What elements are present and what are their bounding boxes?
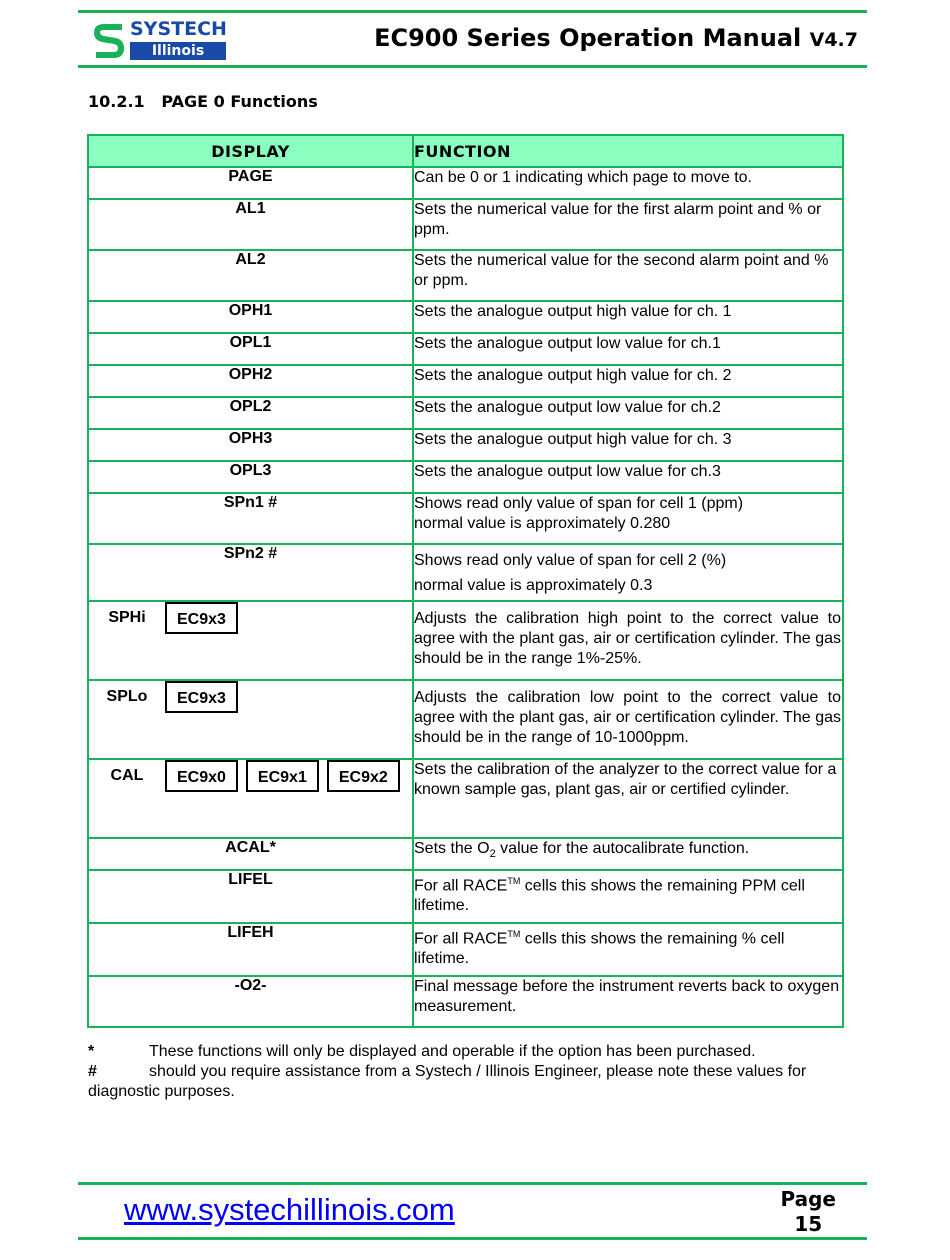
table-row: [88, 429, 843, 461]
display-cell: OPL2: [88, 397, 413, 429]
footer-rule-bottom: [78, 1237, 867, 1240]
manual-title: [374, 24, 858, 52]
function-cell: Sets the analogue output high value for ch. 1: [413, 301, 843, 333]
display-cell: OPH2: [88, 365, 413, 397]
column-header-display: DISPLAY: [88, 135, 413, 167]
display-cell: [88, 680, 413, 759]
function-cell: Sets the analogue output high value for ch. 2: [413, 365, 843, 397]
table-row: [88, 680, 843, 759]
footnote-text: should you require assistance from a Systech / Illinois Engineer, please note these values for: [149, 1063, 807, 1080]
company-logo: [92, 18, 228, 62]
display-cell: [88, 759, 413, 838]
footnote: [88, 1042, 858, 1062]
display-cell: OPH1: [88, 301, 413, 333]
function-cell: Adjusts the calibration low point to the correct value to agree with the plant gas, air or certification cylinder. The gas should be in the range of 10-1000ppm.: [413, 680, 843, 759]
page-label: Page: [780, 1187, 836, 1211]
model-box: EC9x1: [246, 760, 319, 792]
footnote-mark: *: [88, 1043, 95, 1060]
display-cell: LIFEH: [88, 923, 413, 976]
function-line: normal value is approximately 0.280: [414, 515, 671, 532]
table-row: [88, 976, 843, 1027]
table-row: [88, 397, 843, 429]
function-text: For all RACE: [414, 930, 508, 948]
display-cell: OPL3: [88, 461, 413, 493]
trademark-mark: TM: [507, 876, 521, 886]
function-cell: Adjusts the calibration high point to the correct value to agree with the plant gas, air or certification cylinder. The gas should be in the range 1%-25%.: [413, 601, 843, 680]
header-rule-bottom: [78, 65, 867, 68]
table-row: [88, 461, 843, 493]
table-row: [88, 301, 843, 333]
function-text: cells this shows the remaining % cell lifetime.: [414, 930, 785, 968]
display-cell: PAGE: [88, 167, 413, 199]
function-cell: Sets the numerical value for the first alarm point and % or ppm.: [413, 199, 843, 250]
model-box: EC9x2: [327, 760, 400, 792]
function-text: For all RACE: [414, 877, 508, 895]
display-cell: LIFEL: [88, 870, 413, 923]
display-cell: OPL1: [88, 333, 413, 365]
display-cell: SPn2 #: [88, 544, 413, 601]
footer-rule-top: [78, 1182, 867, 1185]
display-cell: -O2-: [88, 976, 413, 1027]
function-cell: Final message before the instrument reverts back to oxygen measurement.: [413, 976, 843, 1027]
manual-title-text: EC900 Series Operation Manual: [374, 24, 802, 52]
website-link[interactable]: www.systechillinois.com: [124, 1192, 455, 1227]
model-box: EC9x3: [165, 681, 238, 713]
model-box: EC9x3: [165, 602, 238, 634]
function-cell: Sets the numerical value for the second alarm point and % or ppm.: [413, 250, 843, 301]
table-row: [88, 838, 843, 870]
function-cell: [413, 544, 843, 601]
function-line: Shows read only value of span for cell 2 (%): [414, 552, 727, 569]
page-number-block: [781, 1187, 837, 1237]
function-cell: Sets the analogue output low value for ch.3: [413, 461, 843, 493]
page0-functions-table: [87, 134, 844, 1028]
function-text: value for the autocalibrate function.: [495, 840, 750, 857]
header-rule-top: [78, 10, 867, 13]
display-label: SPLo: [106, 688, 148, 705]
logo-text-top: SYSTECH: [130, 18, 227, 40]
table-header-row: [88, 135, 843, 167]
table-row: [88, 250, 843, 301]
trademark-mark: TM: [507, 929, 521, 939]
table-row: [88, 759, 843, 838]
footnote-mark: #: [88, 1063, 97, 1080]
section-heading: 10.2.1 PAGE 0 Functions: [88, 92, 318, 111]
display-cell: OPH3: [88, 429, 413, 461]
function-cell: Sets the analogue output high value for ch. 3: [413, 429, 843, 461]
table-row: [88, 365, 843, 397]
function-cell: [413, 493, 843, 544]
table-row: [88, 493, 843, 544]
table-row: [88, 167, 843, 199]
systech-s-icon: [92, 20, 126, 60]
function-cell: Sets the analogue output low value for ch.2: [413, 397, 843, 429]
subscript: 2: [489, 848, 496, 861]
table-row: [88, 870, 843, 923]
display-cell: AL1: [88, 199, 413, 250]
column-header-function: FUNCTION: [413, 135, 843, 167]
footnote-text: These functions will only be displayed and operable if the option has been purchased.: [149, 1043, 756, 1060]
display-cell: AL2: [88, 250, 413, 301]
function-text: cells this shows the remaining PPM cell lifetime.: [414, 877, 805, 915]
function-cell: Sets the calibration of the analyzer to the correct value for a known sample gas, plant gas, air or certified cylinder.: [413, 759, 843, 838]
function-cell: Sets the analogue output low value for ch.1: [413, 333, 843, 365]
display-cell: ACAL*: [88, 838, 413, 870]
display-cell: SPn1 #: [88, 493, 413, 544]
table-row: [88, 601, 843, 680]
function-text: Sets the O: [414, 840, 490, 857]
function-line: normal value is approximately 0.3: [414, 577, 653, 594]
model-box: EC9x0: [165, 760, 238, 792]
function-cell: [413, 923, 843, 976]
page-number: 15: [794, 1212, 823, 1236]
manual-version: V4.7: [809, 29, 858, 51]
footnote: [88, 1062, 858, 1082]
table-row: [88, 544, 843, 601]
table-row: [88, 333, 843, 365]
display-label: SPHi: [108, 609, 146, 626]
footnotes: [88, 1042, 858, 1102]
display-label: CAL: [110, 767, 144, 784]
footnote-continuation: diagnostic purposes.: [88, 1083, 235, 1100]
function-cell: Can be 0 or 1 indicating which page to move to.: [413, 167, 843, 199]
function-line: Shows read only value of span for cell 1 (ppm): [414, 495, 744, 512]
table-row: [88, 923, 843, 976]
logo-text-bottom: Illinois: [130, 42, 226, 60]
function-cell: [413, 870, 843, 923]
function-cell: [413, 838, 843, 870]
display-cell: [88, 601, 413, 680]
table-row: [88, 199, 843, 250]
